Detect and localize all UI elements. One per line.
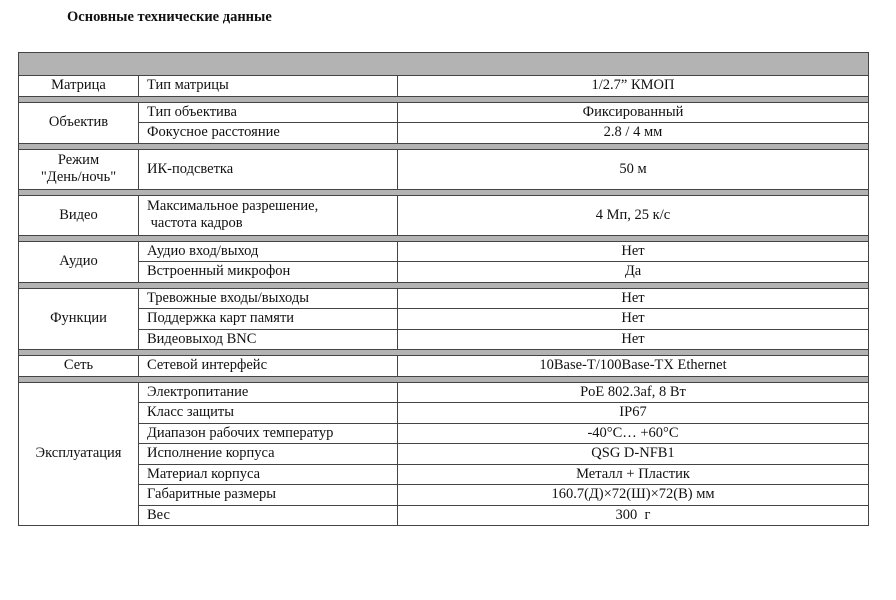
group-label-line: Режим xyxy=(57,152,100,168)
param-label: ИК-подсветка xyxy=(139,149,398,189)
group-label: Объектив xyxy=(19,102,139,143)
param-label: Видеовыход BNC xyxy=(139,329,398,350)
param-label xyxy=(139,195,398,235)
param-value: Нет xyxy=(398,329,869,350)
param-label: Исполнение корпуса xyxy=(139,444,398,465)
table-row xyxy=(19,149,869,189)
param-label: Встроенный микрофон xyxy=(139,262,398,283)
table-row xyxy=(19,195,869,235)
section-title: Основные технические данные xyxy=(67,9,272,25)
group-label: Эксплуатация xyxy=(19,382,139,526)
param-value: Фиксированный xyxy=(398,102,869,123)
table-row xyxy=(19,423,869,444)
param-label: Материал корпуса xyxy=(139,464,398,485)
param-label: Фокусное расстояние xyxy=(139,123,398,144)
param-value: Нет xyxy=(398,309,869,330)
param-label: Габаритные размеры xyxy=(139,485,398,506)
param-value: 10Base-T/100Base-TX Ethernet xyxy=(398,356,869,377)
param-value: Нет xyxy=(398,241,869,262)
table-row xyxy=(19,444,869,465)
param-value: QSG D-NFB1 xyxy=(398,444,869,465)
param-label-line: частота кадров xyxy=(150,215,243,231)
group-label xyxy=(19,149,139,189)
group-label: Аудио xyxy=(19,241,139,282)
param-label: Сетевой интерфейс xyxy=(139,356,398,377)
param-label: Поддержка карт памяти xyxy=(139,309,398,330)
param-label: Тип матрицы xyxy=(139,76,398,97)
spec-table xyxy=(18,52,869,526)
table-row xyxy=(19,464,869,485)
table-row xyxy=(19,309,869,330)
param-label: Аудио вход/выход xyxy=(139,241,398,262)
param-label: Вес xyxy=(139,505,398,526)
param-value: -40°C… +60°C xyxy=(398,423,869,444)
param-value: 4 Мп, 25 к/с xyxy=(398,195,869,235)
param-label: Тревожные входы/выходы xyxy=(139,288,398,309)
group-label: Видео xyxy=(19,195,139,235)
group-label: Сеть xyxy=(19,356,139,377)
param-label: Класс защиты xyxy=(139,403,398,424)
table-row xyxy=(19,241,869,262)
table-row xyxy=(19,123,869,144)
param-value: Металл + Пластик xyxy=(398,464,869,485)
param-label: Диапазон рабочих температур xyxy=(139,423,398,444)
table-row xyxy=(19,356,869,377)
table-header-bar xyxy=(19,53,869,76)
table-row xyxy=(19,76,869,97)
param-value: Да xyxy=(398,262,869,283)
param-label: Электропитание xyxy=(139,382,398,403)
table-row xyxy=(19,102,869,123)
param-value: 160.7(Д)×72(Ш)×72(В) мм xyxy=(398,485,869,506)
param-value: PoE 802.3af, 8 Вт xyxy=(398,382,869,403)
param-value: IP67 xyxy=(398,403,869,424)
group-label: Функции xyxy=(19,288,139,350)
param-value: 2.8 / 4 мм xyxy=(398,123,869,144)
table-row xyxy=(19,329,869,350)
table-row xyxy=(19,288,869,309)
table-row xyxy=(19,403,869,424)
table-row xyxy=(19,382,869,403)
table-row xyxy=(19,262,869,283)
table-row xyxy=(19,485,869,506)
param-value: 1/2.7” КМОП xyxy=(398,76,869,97)
param-value: Нет xyxy=(398,288,869,309)
table-row xyxy=(19,505,869,526)
group-label-line: "День/ночь" xyxy=(40,169,117,185)
param-value: 50 м xyxy=(398,149,869,189)
param-label: Тип объектива xyxy=(139,102,398,123)
group-label: Матрица xyxy=(19,76,139,97)
param-value: 300 г xyxy=(398,505,869,526)
param-label-line: Максимальное разрешение, xyxy=(147,198,319,214)
